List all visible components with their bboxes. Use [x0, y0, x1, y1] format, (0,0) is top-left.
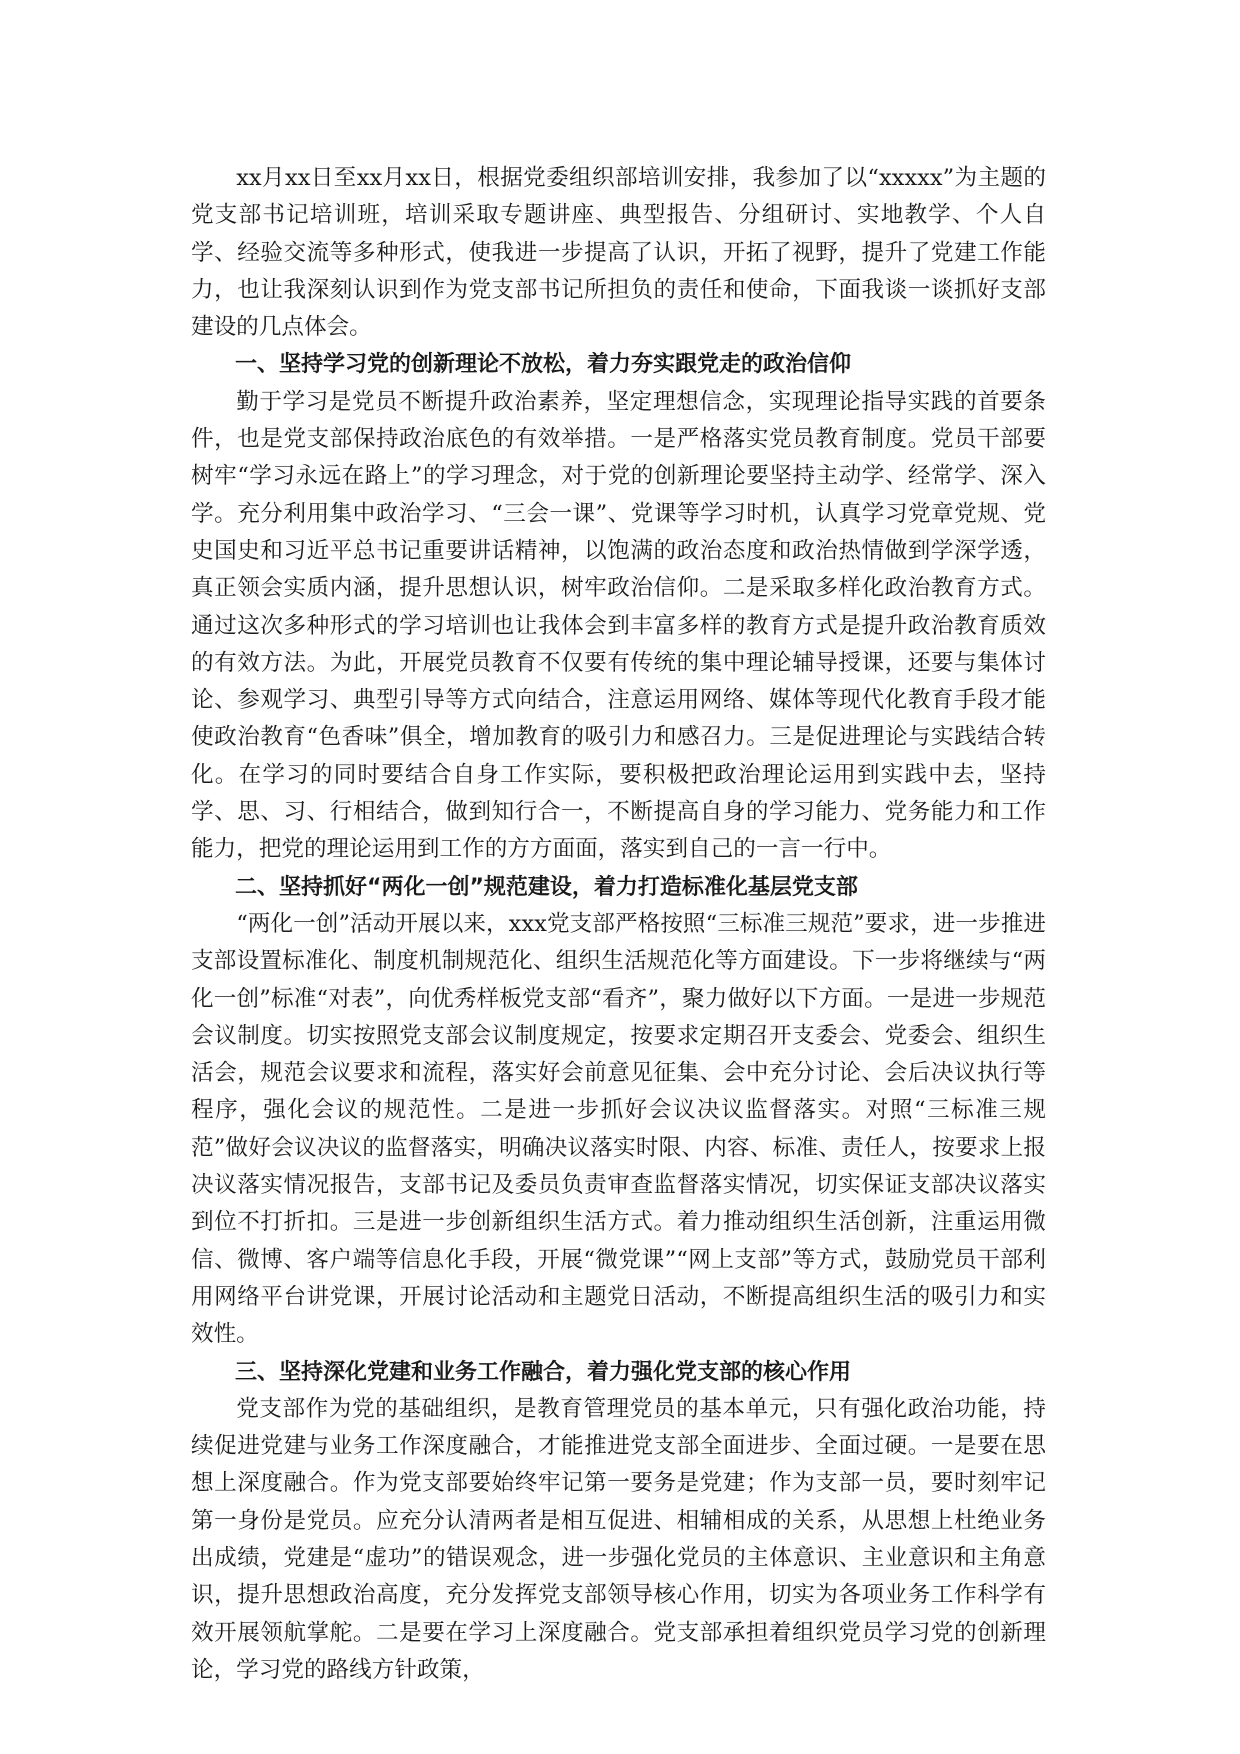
- section-2-body: “两化一创”活动开展以来，xxx党支部严格按照“三标准三规范”要求，进一步推进支部设置标准化、制度机制规范化、组织生活规范化等方面建设。下一步将继续与“两化一创”标准“对表”，向优秀样板党支部“看齐”，聚力做好以下方面。一是进一步规范会议制度。切实按照党支部会议制度规定，按要求定期召开支委会、党委会、组织生活会，规范会议要求和流程，落实好会前意见征集、会中充分讨论、会后决议执行等程序，强化会议的规范性。二是进一步抓好会议决议监督落实。对照“三标准三规范”做好会议决议的监督落实，明确决议落实时限、内容、标准、责任人，按要求上报决议落实情况报告，支部书记及委员负责审查监督落实情况，切实保证支部决议落实到位不打折扣。三是进一步创新组织生活方式。着力推动组织生活创新，注重运用微信、微博、客户端等信息化手段，开展“微党课”“网上支部”等方式，鼓励党员干部利用网络平台讲党课，开展讨论活动和主题党日活动，不断提高组织生活的吸引力和实效性。: [191, 910, 1046, 1348]
- document-body: [191, 160, 1046, 1689]
- section-2-heading: 二、坚持抓好“两化一创”规范建设，着力打造标准化基层党支部: [235, 874, 858, 900]
- section-1-heading: 一、坚持学习党的创新理论不放松，着力夯实跟党走的政治信仰: [235, 352, 852, 378]
- intro-paragraph: xx月xx日至xx月xx日，根据党委组织部培训安排，我参加了以“xxxxx”为主题的党支部书记培训班，培训采取专题讲座、典型报告、分组研讨、实地教学、个人自学、经验交流等多种形式，使我进一步提高了认识，开拓了视野，提升了党建工作能力，也让我深刻认识到作为党支部书记所担负的责任和使命，下面我谈一谈抓好支部建设的几点体会。: [191, 165, 1046, 341]
- section-3-body: 党支部作为党的基础组织，是教育管理党员的基本单元，只有强化政治功能，持续促进党建与业务工作深度融合，才能推进党支部全面进步、全面过硬。一是要在思想上深度融合。作为党支部要始终牢记第一要务是党建；作为支部一员，要时刻牢记第一身份是党员。应充分认清两者是相互促进、相辅相成的关系，从思想上杜绝业务出成绩，党建是“虚功”的错误观念，进一步强化党员的主体意识、主业意识和主角意识，提升思想政治高度，充分发挥党支部领导核心作用，切实为各项业务工作科学有效开展领航掌舵。二是要在学习上深度融合。党支部承担着组织党员学习党的创新理论，学习党的路线方针政策，: [191, 1395, 1046, 1683]
- section-1-body: 勤于学习是党员不断提升政治素养，坚定理想信念，实现理论指导实践的首要条件，也是党支部保持政治底色的有效举措。一是严格落实党员教育制度。党员干部要树牢“学习永远在路上”的学习理念，对于党的创新理论要坚持主动学、经常学、深入学。充分利用集中政治学习、“三会一课”、党课等学习时机，认真学习党章党规、党史国史和习近平总书记重要讲话精神，以饱满的政治态度和政治热情做到学深学透，真正领会实质内涵，提升思想认识，树牢政治信仰。二是采取多样化政治教育方式。通过这次多种形式的学习培训也让我体会到丰富多样的教育方式是提升政治教育质效的有效方法。为此，开展党员教育不仅要有传统的集中理论辅导授课，还要与集体讨论、参观学习、典型引导等方式向结合，注意运用网络、媒体等现代化教育手段才能使政治教育“色香味”俱全，增加教育的吸引力和感召力。三是促进理论与实践结合转化。在学习的同时要结合自身工作实际，要积极把政治理论运用到实践中去，坚持学、思、习、行相结合，做到知行合一，不断提高自身的学习能力、党务能力和工作能力，把党的理论运用到工作的方方面面，落实到自己的一言一行中。: [191, 388, 1046, 863]
- section-3-heading: 三、坚持深化党建和业务工作融合，着力强化党支部的核心作用: [235, 1359, 852, 1385]
